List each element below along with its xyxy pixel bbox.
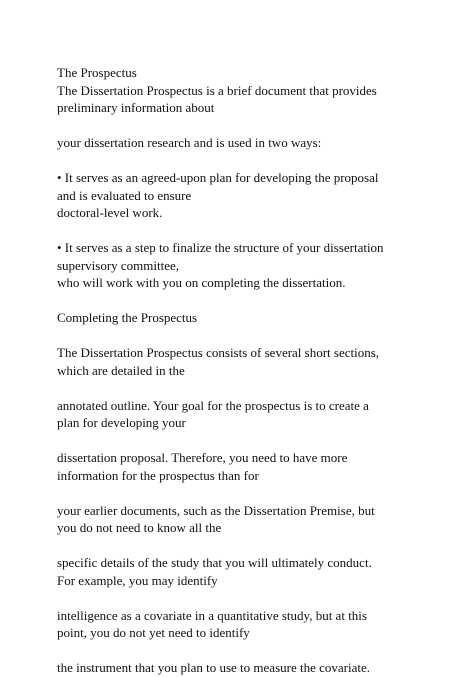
text-line: specific details of the study that you will ultimately conduct. [57, 555, 372, 570]
paragraph-6 [57, 344, 429, 379]
paragraph-11 [57, 607, 429, 642]
text-line: The Dissertation Prospectus consists of several short sections, [57, 345, 380, 360]
document-body [57, 64, 429, 677]
bullet-item-2 [57, 239, 429, 292]
section-heading-the-prospectus: The Prospectus [57, 65, 137, 80]
text-line: who will work with you on completing the dissertation. [57, 275, 346, 290]
text-line: intelligence as a covariate in a quantitative study, but at this [57, 607, 367, 623]
text-line: your earlier documents, such as the Dissertation Premise, but [57, 502, 375, 518]
paragraph-2 [57, 134, 429, 152]
text-line: point, you do not yet need to identify [57, 625, 250, 640]
paragraph-8 [57, 449, 429, 484]
paragraph-10 [57, 554, 429, 589]
text-line: supervisory committee, [57, 257, 180, 273]
bullet-item-1 [57, 169, 429, 222]
text-line: your dissertation research and is used in two ways: [57, 135, 322, 150]
paragraph-1 [57, 64, 429, 117]
paragraph-7 [57, 397, 429, 432]
text-line: and is evaluated to ensure [57, 187, 192, 203]
text-line: the instrument that you plan to use to measure the covariate. [57, 660, 370, 675]
text-line: The Dissertation Prospectus is a brief document that provides [57, 82, 377, 98]
text-line: preliminary information about [57, 100, 215, 115]
text-line: information for the prospectus than for [57, 467, 259, 483]
text-line: doctoral-level work. [57, 205, 163, 220]
text-line: • It serves as an agreed-upon plan for developing the proposal [57, 170, 379, 185]
heading-text: Completing the Prospectus [57, 310, 198, 325]
text-line: • It serves as a step to finalize the structure of your dissertation [57, 240, 384, 255]
text-line: dissertation proposal. Therefore, you need to have more [57, 450, 348, 465]
text-line: annotated outline. Your goal for the prospectus is to create a [57, 397, 369, 413]
paragraph-9 [57, 502, 429, 537]
text-line: which are detailed in the [57, 362, 185, 378]
text-line: For example, you may identify [57, 572, 218, 588]
paragraph-12 [57, 659, 429, 677]
text-line: plan for developing your [57, 415, 186, 430]
section-heading-completing [57, 309, 429, 327]
text-line: you do not need to know all the [57, 520, 222, 535]
